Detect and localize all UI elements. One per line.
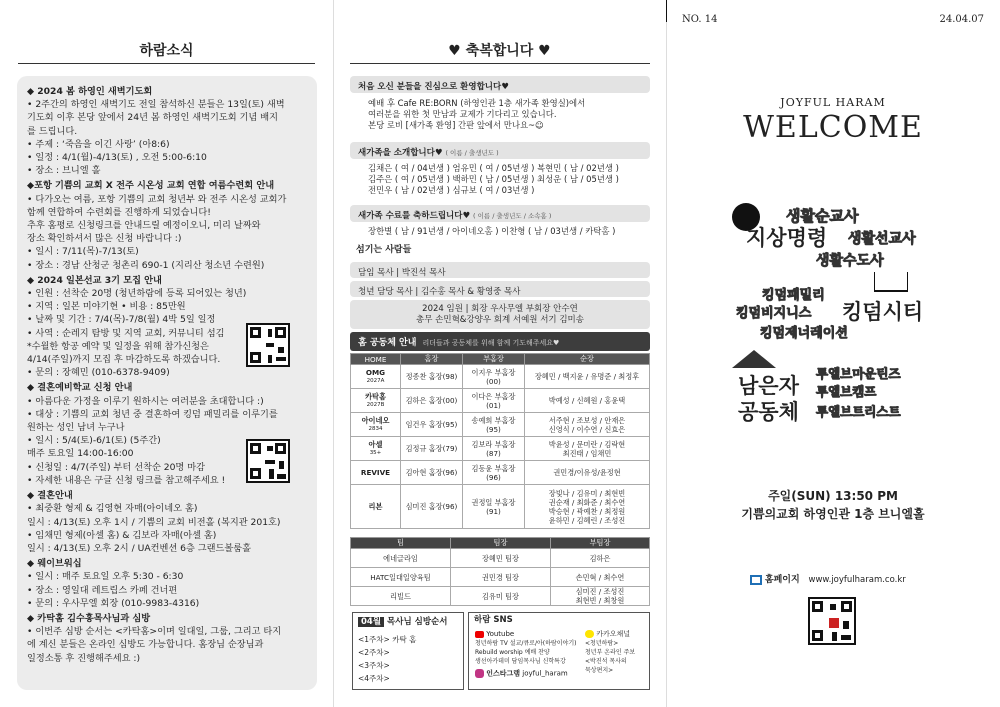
team-name-cell: 리빌드 <box>351 587 451 606</box>
news-section-heading: ◆ 결혼예비학교 신청 안내 <box>27 382 133 394</box>
home-community-header: 홈 공동체 안내 리더들과 공동체를 위해 함께 기도해주세요♥ <box>350 332 650 351</box>
news-section-heading: ◆ 결혼안내 <box>27 490 73 502</box>
news-section-heading: ◆포항 기쁨의 교회 X 전주 시온성 교회 연합 여름수련회 안내 <box>27 180 275 192</box>
slogan-word: 투엘브트리스트 <box>816 404 901 419</box>
youtube-icon <box>475 631 484 638</box>
news-line: • 자세한 내용은 구글 신청 링크를 참고해주세요 ! <box>27 474 226 486</box>
news-line: • 일시 : 매주 토요일 오후 5:30 - 6:30 <box>27 571 184 583</box>
team-name-cell: HATC일대일양육팀 <box>351 568 451 587</box>
homepage-link[interactable]: 홈페이지 www.joyfulharam.co.kr <box>750 572 906 585</box>
news-line: 에 계신 분들은 온라인 심방도 가능합니다. 홈장님 순장님과 <box>27 639 264 651</box>
slogan-word: 생활선교사 <box>848 231 916 247</box>
welcome-text: 예배 후 Cafe RE:BORN (하영인관 1층 새가족 환영실)에서 여러분을 위한 첫 만남과 교제가 기다리고 있습니다. 본당 로비 [새가족 환영] 간판 앞에서 만나요~☺ <box>368 98 586 130</box>
news-section-heading: ◆ 2024 봄 하영인 새벽기도회 <box>27 86 153 97</box>
table-row <box>351 485 650 529</box>
news-line: • 일시 : 5/4(토)-6/1(토) (5주간) <box>27 435 161 447</box>
home-name-cell: 카탁홈 2027B <box>351 389 401 413</box>
leader-col-header: 홈장 <box>401 354 463 365</box>
news-line: 를 드립니다. <box>27 125 78 137</box>
news-line: • 주제 : ‘죽음을 이긴 사랑’ (아8:6) <box>27 138 170 150</box>
news-line: 일시 : 4/13(토) 오후 1시 / 기쁨의 교회 비전홀 (복지관 201호) <box>27 516 281 528</box>
table-row <box>351 568 650 587</box>
slogan-main-2: 킹덤시티 <box>842 300 924 324</box>
qr-code-marriage-school[interactable] <box>246 439 290 483</box>
news-line: • 임채민 형제(아셀 홈) & 김보라 자매(아셀 홈) <box>27 529 217 541</box>
brand-name: JOYFUL HARAM <box>780 96 886 109</box>
subleader-col-header: 부홈장 <box>463 354 525 365</box>
slogan-main-3: 남은자 <box>738 374 799 398</box>
news-line: • 대상 : 기쁨의 교회 청년 중 결혼하여 킹덤 패밀리를 이루기를 <box>27 408 278 420</box>
pastor-band: 담임 목사 | 박진석 목사 <box>350 262 650 278</box>
welcome-band: 처음 오신 분들을 진심으로 환영합니다♥ <box>350 76 650 93</box>
youth-pastor-band: 청년 담당 목사 | 김수홍 목사 & 황영중 목사 <box>350 281 650 297</box>
news-line: • 일정 : 4/1(월)-4/13(토) , 오전 5:00-6:10 <box>27 152 207 164</box>
slogan-word: 투엘브캠프 <box>816 384 877 399</box>
home-name-cell: 아이네오 2834 <box>351 413 401 437</box>
sunjang-cell: 박예성 / 신혜원 / 홍윤택 <box>525 389 650 413</box>
team-lead-cell: 권민경 팀장 <box>451 568 551 587</box>
news-section-heading: ◆ 2024 일본선교 3기 모집 안내 <box>27 274 162 286</box>
news-line: • 아름다운 가정을 이루기 원하시는 여러분을 초대합니다 :) <box>27 395 264 407</box>
table-row <box>351 389 650 413</box>
issue-date: 24.04.07 <box>939 14 984 25</box>
news-line: 매주 토요일 14:00-16:00 <box>27 448 134 460</box>
graduation-band: 새가족 수료를 축하드립니다♥ ( 이름 / 출생년도 / 소속홈 ) <box>350 205 650 222</box>
service-time: 주일(SUN) 13:50 PM <box>768 489 898 503</box>
news-section-heading: ◆ 카탁홈 김수홍목사님과 심방 <box>27 612 151 624</box>
news-line: • 장소 : 영일대 레트립스 카페 건너편 <box>27 584 178 596</box>
visit-schedule-box: 04월 목사님 심방순서 <1주차> 카탁 홈 <2주차> <3주차> <4주차> <box>352 612 464 690</box>
sunjang-cell: 권민경/이유성/윤정현 <box>525 461 650 485</box>
news-line: • 일시 : 7/11(목)-7/13(토) <box>27 246 139 258</box>
subleader-cell: 이지우 부홈장(00) <box>463 365 525 389</box>
news-line: • 이번주 심방 순서는 <카탁홈>이며 일대일, 그룹, 그리고 타지 <box>27 626 282 638</box>
news-line: 추후 홈평로 신청링크를 안내드릴 예정이오니, 미리 날짜와 <box>27 220 261 232</box>
news-title: 하람소식 <box>139 43 194 59</box>
news-line: 기도회 이후 본당 앞에서 24년 봄 하영인 새벽기도회 기념 배지 <box>27 112 278 124</box>
instagram-icon <box>475 669 484 678</box>
news-line: 장소 확인하셔서 많은 신청 바랍니다 :) <box>27 233 182 245</box>
news-line: 4/14(주일)까지 모집 후 마감하도록 하겠습니다. <box>27 354 221 366</box>
service-place: 기쁨의교회 하영인관 1층 브니엘홀 <box>741 507 925 521</box>
team-sub-col-header: 부팀장 <box>551 538 650 549</box>
news-line: • 인원 : 선착순 20명 (청년하람에 등록 되어있는 청년) <box>27 288 247 300</box>
divider <box>350 63 650 64</box>
news-line: 일시 : 4/13(토) 오후 2시 / UA컨벤션 6층 그랜드볼룸홀 <box>27 542 252 554</box>
kakao-icon <box>585 630 594 638</box>
news-line: • 최중환 형제 & 김영현 자매(아이네오 홈) <box>27 503 198 515</box>
subleader-cell: 이다은 부홈장(01) <box>463 389 525 413</box>
slogan-main-4: 공동체 <box>738 400 799 424</box>
news-line: • 문의 : 우사무엘 회장 (010-9983-4316) <box>27 597 200 609</box>
table-row <box>351 461 650 485</box>
sns-box: 하람 SNS Youtube 청년하람 TV 설교/큐로/아(하람이야기) Rebuild worship 예배 찬양 생선아카데미 담임목사님 신학특강 인스타그램 joyful_haram 카카오채널 <청년하람> 청년부 온라인 주보 <박진석 목사의 묵상편지> <box>468 612 650 690</box>
home-name-cell: OMG 2027A <box>351 365 401 389</box>
team-sub-cell: 김하은 <box>551 549 650 568</box>
graduation-list: 장한별 ( 남 / 91년생 / 아이네오홈 ) 이찬형 ( 남 / 03년생 / 카탁홈 ) <box>368 226 616 236</box>
officers-band: 2024 임원 | 회장 우사무엘 부회장 안수연 총무 손민혁&강양우 회계 서예원 서기 김미송 <box>350 300 650 329</box>
sunjang-cell: 박윤성 / 문미란 / 김락현 최진태 / 임채민 <box>525 437 650 461</box>
welcome-heading: WELCOME <box>743 110 923 145</box>
table-row <box>351 413 650 437</box>
youtube-link[interactable]: Youtube <box>475 630 585 639</box>
subleader-cell: 김동윤 부홈장(96) <box>463 461 525 485</box>
news-line: • 신청일 : 4/7(주일) 부터 선착순 20명 마감 <box>27 461 205 473</box>
team-sub-cell: 심미진 / 조성진 최현빈 / 최창원 <box>551 587 650 606</box>
news-line: • 장소 : 브니엘 홀 <box>27 165 101 177</box>
home-name-cell: REVIVE <box>351 461 401 485</box>
subleader-cell: 권정일 부홈장(91) <box>463 485 525 529</box>
sunjang-cell: 서주현 / 조보성 / 안재은 신영식 / 이수연 / 신효은 <box>525 413 650 437</box>
table-row <box>351 587 650 606</box>
table-row <box>351 437 650 461</box>
team-col-header: 팀 <box>351 538 451 549</box>
news-line: 원하는 성인 남녀 누구나 <box>27 422 125 434</box>
home-table <box>350 353 650 529</box>
qr-code-mission[interactable] <box>246 323 290 367</box>
kakao-link[interactable]: 카카오채널 <box>585 630 649 639</box>
slogan-word: 킹덤제너레이션 <box>760 326 848 341</box>
team-name-cell: 에네글라임 <box>351 549 451 568</box>
servers-title: 섬기는 사람들 <box>356 245 412 255</box>
team-table <box>350 537 650 606</box>
new-family-list: 김채은 ( 여 / 04년생 ) 엄유민 ( 여 / 05년생 ) 복현민 ( 남 / 02년생 ) 김주은 ( 여 / 05년생 ) 백하민 ( 남 / 05년생 ) 최성운 ( 남 / 05년생 ) 전민우 ( 남 / 02년생 ) 심규보 ( 여 / 03년생 ) <box>368 163 619 195</box>
mountain-icon <box>732 350 776 368</box>
sunjang-cell: 장혜민 / 백지윤 / 유명준 / 최정후 <box>525 365 650 389</box>
table-row <box>351 549 650 568</box>
news-line: • 지역 : 일본 미야기현 • 비용 : 85만원 <box>27 301 186 313</box>
news-section-heading: ◆ 웨이브워십 <box>27 558 82 570</box>
news-line: • 장소 : 경남 산청군 청촌리 690-1 (지리산 청소년 수련원) <box>27 259 265 271</box>
home-name-cell: 아셀 35+ <box>351 437 401 461</box>
slogan-word: 킹덤패밀리 <box>762 288 825 303</box>
cover-panel <box>666 0 1000 707</box>
news-panel <box>0 0 333 707</box>
news-line: • 날짜 및 기간 : 7/4(목)-7/8(월) 4박 5일 일정 <box>27 314 216 326</box>
news-line: *수월한 항공 예약 및 일정을 위해 참가신청은 <box>27 340 209 352</box>
leader-cell: 심미진 홈장(96) <box>401 485 463 529</box>
sunjang-col-header: 순장 <box>525 354 650 365</box>
team-lead-col-header: 팀장 <box>451 538 551 549</box>
slogan-word: 투엘브마운틴즈 <box>816 366 901 381</box>
team-sub-cell: 손민혁 / 최수연 <box>551 568 650 587</box>
slogan-word: 생활수도사 <box>816 253 884 269</box>
divider <box>18 63 315 64</box>
slogan-word: 킹덤비지니스 <box>736 306 812 321</box>
subleader-cell: 송예희 부홈장(95) <box>463 413 525 437</box>
slogan-word: 생활순교사 <box>786 207 859 225</box>
slogan-main-1: 지상명령 <box>746 226 828 250</box>
news-line: • 문의 : 장혜민 (010-6378-9409) <box>27 367 170 379</box>
news-line: • 사역 : 순레지 탐방 및 지역 교회, 커뮤니티 섬김 <box>27 327 225 339</box>
city-skyline-icon <box>874 272 908 292</box>
instagram-link[interactable]: 인스타그램 joyful_haram <box>475 669 585 679</box>
homepage-icon <box>750 575 762 585</box>
leader-cell: 김하은 홈장(00) <box>401 389 463 413</box>
leader-cell: 정종찬 홈장(98) <box>401 365 463 389</box>
subleader-cell: 김보라 부홈장(87) <box>463 437 525 461</box>
news-line: 함께 연합하여 수련회를 진행하게 되었습니다! <box>27 206 211 218</box>
sunjang-cell: 장빛나 / 김유미 / 최현빈 권순재 / 최화준 / 최수연 박승현 / 곽예찬 / 최정원 윤하민 / 김혜린 / 조성진 <box>525 485 650 529</box>
home-name-cell: 리본 <box>351 485 401 529</box>
news-line: • 다가오는 여름, 포항 기쁨의 교회 청년부 와 전주 시온성 교회가 <box>27 193 287 205</box>
news-box <box>17 76 317 690</box>
leader-cell: 김아현 홈장(96) <box>401 461 463 485</box>
news-line: • 2주간의 하영인 새벽기도 전일 참석하신 분들은 13일(토) 새벽 <box>27 99 285 111</box>
issue-number: NO. 14 <box>682 14 718 25</box>
qr-code-homepage[interactable] <box>808 597 856 645</box>
leader-cell: 김정규 홈장(79) <box>401 437 463 461</box>
leader-cell: 임건우 홈장(95) <box>401 413 463 437</box>
team-lead-cell: 김유미 팀장 <box>451 587 551 606</box>
blessing-title: ♥ 축복합니다 ♥ <box>448 43 551 59</box>
table-row <box>351 365 650 389</box>
home-col-header: HOME <box>351 354 401 365</box>
new-family-band: 새가족을 소개합니다♥ ( 이름 / 출생년도 ) <box>350 142 650 159</box>
team-lead-cell: 장혜민 팀장 <box>451 549 551 568</box>
news-line: 일정소통 후 진행해주세요 :) <box>27 652 141 664</box>
